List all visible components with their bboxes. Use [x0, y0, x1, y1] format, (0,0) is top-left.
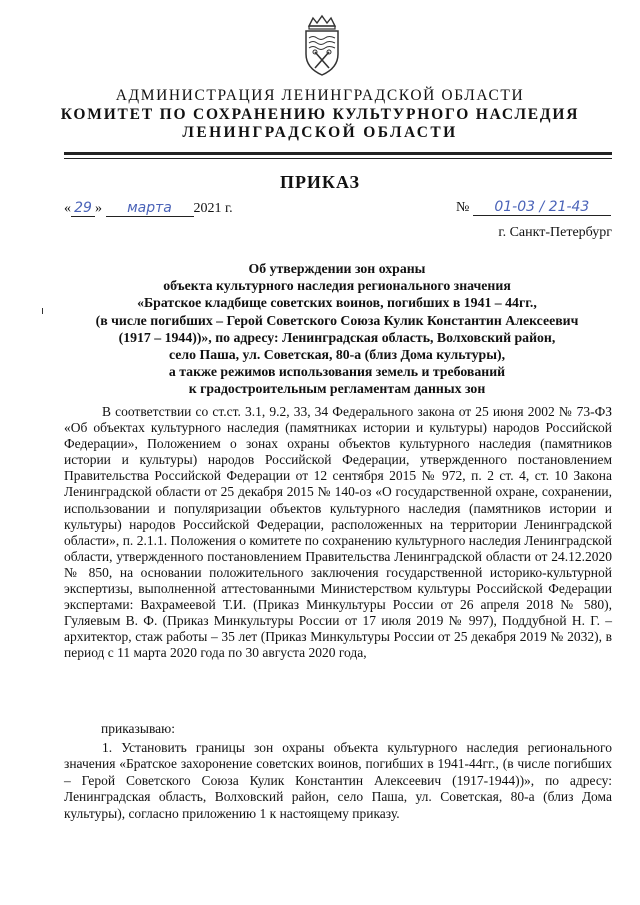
title-line: к градостроительным регламентам данных зон [188, 381, 486, 397]
header-divider-thin [64, 158, 612, 159]
city-line: г. Санкт-Петербург [498, 225, 612, 240]
number-value: 01-03 / 21-43 [473, 199, 611, 216]
margin-mark [42, 308, 43, 314]
date-quote-open: « [64, 201, 71, 216]
order-title [64, 260, 610, 398]
order-number [456, 199, 611, 216]
date-quote-close: » [95, 201, 102, 216]
date-day: 29 [71, 200, 95, 217]
organization-line-3: ЛЕНИНГРАДСКОЙ ОБЛАСТИ [182, 124, 458, 141]
title-line: (1917 – 1944))», по адресу: Ленинградская область, Волховский район, [118, 329, 556, 345]
order-item-1 [64, 740, 612, 822]
order-item-1-text: 1. Установить границы зон охраны объекта культурного наследия регионального значения «Братское захоронение советских воинов, погибших в 1941-44гг., (в числе погибших – Герой Советского Союза Кулик Константин Алексеевич (1917-1944))», по адресу: Ленинградская область, Волховский район, село Паша, ул. Советская, 80-а (близ Дома культуры), согласно приложению 1 к настоящему приказу. [64, 740, 612, 821]
organization-line-2: КОМИТЕТ ПО СОХРАНЕНИЮ КУЛЬТУРНОГО НАСЛЕДИЯ [60, 106, 580, 123]
organization-line-1: АДМИНИСТРАЦИЯ ЛЕНИНГРАДСКОЙ ОБЛАСТИ [115, 87, 525, 104]
title-line: «Братское кладбище советских воинов, погибших в 1941 – 44гг., [137, 295, 537, 311]
header-divider-thick [64, 152, 612, 155]
preamble-paragraph: В соответствии со ст.ст. 3.1, 9.2, 33, 34 Федерального закона от 25 июня 2002 № 73-ФЗ «Об объектах культурного наследия (памятниках истории и культуры) народов Российской Федерации», Положением о зонах охраны объектов культурного наследия (памятников истории и культуры) народов Российской Федерации, утвержденного постановлением Правительства Российской Федерации от 12 сентября 2015 № 972, п. 2 ст. 4, ст. 10 Закона Ленинградской области от 25 декабря 2015 № 140-оз «О государственной охране, сохранении, использовании и популяризации объектов культурного наследия (памятников истории и культуры) народов Российской Федерации, расположенных на территории Ленинградской области», п. 2.1.1. Положения о комитете по сохранению культурного наследия Ленинградской области, утвержденного постановлением Правительства Ленинградской области от 24.12.2020 № 850, на основании положительного заключения государственной историко-культурной экспертизы, выполненной аттестованными Министерством культуры Российской Федерации экспертами: Вахрамеевой Т.И. (Приказ Минкультуры России от 26 апреля 2018 № 580), Гуляевым В. Ф. (Приказ Минкультуры России от 17 июля 2019 № 997), Поддубной Н. Г. – архитектор, стаж работы – 35 лет (Приказ Минкультуры России от 25 декабря 2019 № 2032), в период с 11 марта 2020 года по 30 августа 2020 года, [64, 404, 612, 661]
order-date [64, 200, 233, 217]
title-line: объекта культурного наследия регионального значения [163, 278, 511, 294]
date-year: 2021 г. [193, 201, 233, 216]
document-type-heading: ПРИКАЗ [279, 172, 361, 192]
preamble [64, 404, 612, 662]
title-line: а также режимов использования земель и требований [168, 364, 506, 380]
title-line: (в числе погибших – Герой Советского Союза Кулик Константин Алексеевич [95, 312, 579, 328]
title-line: Об утверждении зон охраны [248, 261, 426, 276]
title-line: село Паша, ул. Советская, 80-а (близ Дома культуры), [168, 347, 506, 363]
order-word: приказываю: [101, 721, 175, 736]
date-month: марта [106, 200, 194, 217]
coat-of-arms-icon [301, 14, 343, 78]
number-label: № [456, 200, 470, 215]
